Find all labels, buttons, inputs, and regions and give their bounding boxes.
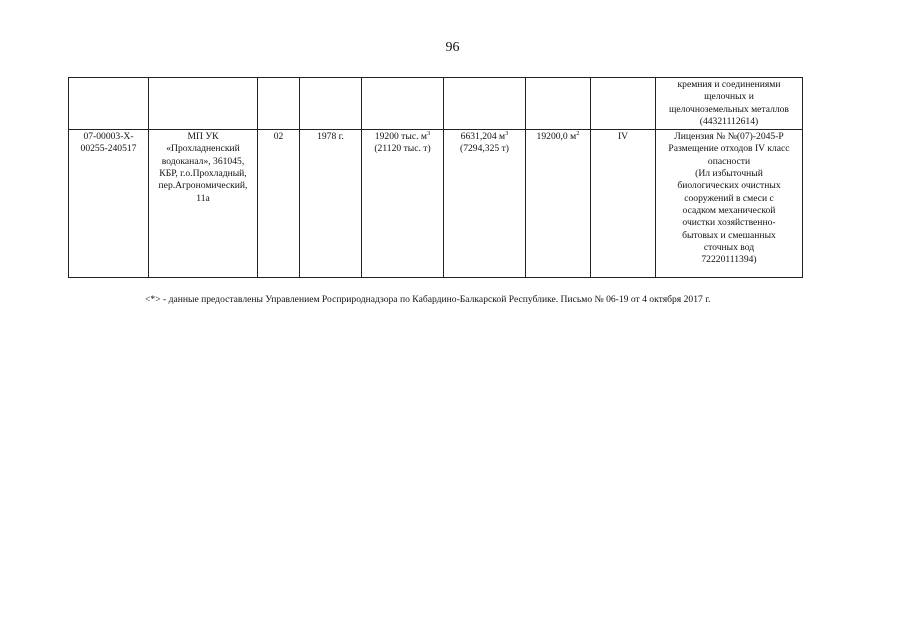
purpose-line: биологических очистных (677, 180, 781, 192)
cell-purpose (656, 78, 803, 130)
accumulated-value: 6631,204 $м^3$ (460, 130, 509, 143)
purpose-line: 72220111394) (701, 254, 757, 266)
cell-accumulated (444, 78, 526, 130)
cell-purpose (656, 130, 803, 278)
cell-code: 02 (258, 130, 300, 278)
purpose-line: осадком механической (682, 204, 776, 216)
page-number: 96 (445, 40, 460, 55)
area-value: 19200,0 $м^2$ (536, 130, 580, 143)
operator-line: водоканал», 361045, (161, 155, 245, 167)
operator-line: «Прохладненский (166, 143, 240, 155)
purpose-line: щелочных и (704, 91, 754, 103)
table-row-entry (69, 130, 803, 278)
cell-reg-number (69, 130, 149, 278)
cell-operator (149, 130, 258, 278)
cell-hazard-class: IV (591, 130, 656, 278)
cell-year: 1978 г. (300, 130, 362, 278)
purpose-line: щелочноземельных металлов (669, 103, 789, 115)
cell-code (258, 78, 300, 130)
purpose-line: (Ил избыточный (695, 168, 763, 180)
cell-area (526, 130, 591, 278)
waste-facility-table (68, 77, 803, 278)
purpose-line: кремния и соединениями (677, 79, 781, 90)
purpose-line: сооружений в смеси с (684, 192, 774, 204)
design-capacity-alt: (21120 тыс. т) (374, 143, 431, 155)
operator-line: пер.Агрономический, (158, 180, 248, 192)
cell-accumulated (444, 130, 526, 278)
operator-line: 11а (196, 192, 210, 204)
operator-line: МП УК (187, 131, 219, 143)
purpose-line: (44321112614) (699, 115, 759, 127)
cell-operator (149, 78, 258, 130)
reg-number-line: 07-00003-Х- (83, 131, 134, 143)
cell-year (300, 78, 362, 130)
cell-area (526, 78, 591, 130)
cell-reg-number (69, 78, 149, 130)
purpose-line: бытовых и смешанных (682, 229, 776, 241)
table-row-continuation (69, 78, 803, 130)
footnote: <*> - данные предоставлены Управлением Росприроднадзора по Кабардино-Балкарской Республике. Письмо № 06-19 от 4 октября 2017 г. (145, 294, 711, 305)
cell-design-capacity (362, 78, 444, 130)
operator-line: КБР, г.о.Прохладный, (159, 168, 247, 180)
cell-design-capacity (362, 130, 444, 278)
design-capacity-value: 19200 тыс. $м^3$ (374, 130, 431, 143)
purpose-line: Лицензия № №(07)-2045-Р (674, 131, 784, 143)
purpose-line: Размещение отходов IV класс (668, 143, 790, 155)
cell-hazard-class (591, 78, 656, 130)
purpose-line: сточных вод (703, 241, 755, 253)
purpose-line: опасности (707, 155, 751, 167)
reg-number-line: 00255-240517 (80, 143, 137, 155)
purpose-line: очистки хозяйственно- (682, 217, 776, 229)
accumulated-alt: (7294,325 т) (460, 143, 509, 155)
